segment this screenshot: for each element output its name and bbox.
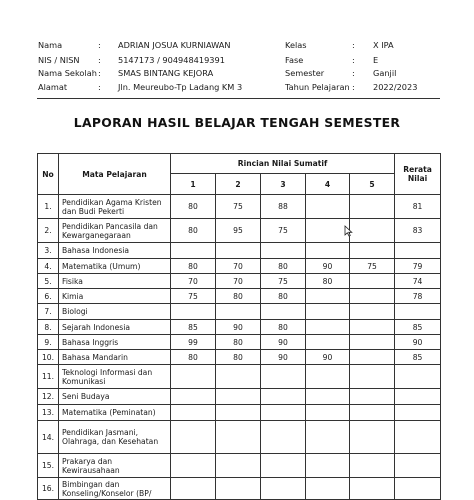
col-header-sumatif-2: 2 <box>216 174 261 195</box>
score-cell-5 <box>350 320 395 335</box>
row-number: 4. <box>38 259 59 274</box>
score-cell-2 <box>216 304 261 320</box>
score-cell-1: 80 <box>171 350 216 365</box>
row-number: 3. <box>38 243 59 259</box>
score-cell-4 <box>306 289 350 304</box>
row-number: 6. <box>38 289 59 304</box>
score-cell-3: 88 <box>261 195 306 219</box>
average-cell <box>395 304 441 320</box>
nama-colon: : <box>98 40 101 50</box>
subject-name: Pendidikan Pancasila dan Kewarganegaraan <box>59 219 171 243</box>
nis-value: 5147173 / 904948419391 <box>118 55 225 65</box>
score-cell-3: 80 <box>261 320 306 335</box>
row-number: 1. <box>38 195 59 219</box>
subject-name: Sejarah Indonesia <box>59 320 171 335</box>
col-header-subject: Mata Pelajaran <box>59 154 171 195</box>
row-number: 15. <box>38 454 59 478</box>
score-cell-1 <box>171 421 216 454</box>
score-cell-4 <box>306 421 350 454</box>
score-cell-1 <box>171 304 216 320</box>
score-cell-5 <box>350 350 395 365</box>
subject-name: Kimia <box>59 289 171 304</box>
col-header-sumatif-5: 5 <box>350 174 395 195</box>
subject-name: Bahasa Inggris <box>59 335 171 350</box>
score-cell-3 <box>261 243 306 259</box>
average-cell: 85 <box>395 350 441 365</box>
header-divider <box>37 98 440 99</box>
average-cell <box>395 421 441 454</box>
score-cell-2 <box>216 243 261 259</box>
score-cell-4 <box>306 335 350 350</box>
nama-value: ADRIAN JOSUA KURNIAWAN <box>118 40 231 50</box>
score-cell-1: 99 <box>171 335 216 350</box>
nis-colon: : <box>98 55 101 65</box>
row-number: 5. <box>38 274 59 289</box>
score-cell-3: 75 <box>261 219 306 243</box>
score-cell-5 <box>350 195 395 219</box>
table-row <box>38 421 441 454</box>
average-cell <box>395 405 441 421</box>
subject-name: Seni Budaya <box>59 389 171 405</box>
table-row <box>38 478 441 500</box>
alamat-value: Jln. Meureubo-Tp Ladang KM 3 <box>118 82 243 92</box>
table-row <box>38 274 441 289</box>
semester-value: Ganjil <box>373 68 397 78</box>
score-cell-4 <box>306 389 350 405</box>
nama-label: Nama <box>38 40 63 50</box>
score-cell-4 <box>306 478 350 500</box>
score-cell-3: 90 <box>261 350 306 365</box>
subject-name: Matematika (Umum) <box>59 259 171 274</box>
average-cell <box>395 478 441 500</box>
score-cell-2 <box>216 365 261 389</box>
row-number: 2. <box>38 219 59 243</box>
score-cell-1: 70 <box>171 274 216 289</box>
row-number: 14. <box>38 421 59 454</box>
col-header-sumatif-1: 1 <box>171 174 216 195</box>
col-header-rincian: Rincian Nilai Sumatif <box>171 154 395 174</box>
score-cell-5 <box>350 219 395 243</box>
subject-name: Bahasa Mandarin <box>59 350 171 365</box>
kelas-label: Kelas <box>285 40 307 50</box>
score-cell-1 <box>171 454 216 478</box>
score-cell-5 <box>350 478 395 500</box>
average-cell: 81 <box>395 195 441 219</box>
score-cell-2 <box>216 405 261 421</box>
fase-colon: : <box>352 55 355 65</box>
subject-name: Biologi <box>59 304 171 320</box>
score-cell-2: 70 <box>216 274 261 289</box>
score-cell-2: 75 <box>216 195 261 219</box>
table-row <box>38 365 441 389</box>
average-cell: 79 <box>395 259 441 274</box>
score-cell-3 <box>261 421 306 454</box>
score-cell-2: 70 <box>216 259 261 274</box>
score-cell-3: 90 <box>261 335 306 350</box>
table-row <box>38 304 441 320</box>
table-row <box>38 454 441 478</box>
row-number: 11. <box>38 365 59 389</box>
subject-name: Pendidikan Agama Kristen dan Budi Pekerti <box>59 195 171 219</box>
score-cell-1: 85 <box>171 320 216 335</box>
score-cell-4 <box>306 195 350 219</box>
score-cell-5 <box>350 405 395 421</box>
score-cell-4 <box>306 304 350 320</box>
row-number: 10. <box>38 350 59 365</box>
score-cell-3 <box>261 405 306 421</box>
subject-name: Teknologi Informasi dan Komunikasi <box>59 365 171 389</box>
semester-colon: : <box>352 68 355 78</box>
score-cell-2: 95 <box>216 219 261 243</box>
score-cell-2 <box>216 421 261 454</box>
tahun-colon: : <box>352 82 355 92</box>
score-cell-1 <box>171 365 216 389</box>
subject-name: Pendidikan Jasmani, Olahraga, dan Kesehatan <box>59 421 171 454</box>
score-cell-4 <box>306 219 350 243</box>
tahun-label: Tahun Pelajaran <box>285 82 350 92</box>
score-cell-4 <box>306 454 350 478</box>
kelas-colon: : <box>352 40 355 50</box>
average-cell: 74 <box>395 274 441 289</box>
score-cell-5 <box>350 289 395 304</box>
average-cell <box>395 389 441 405</box>
score-cell-3 <box>261 304 306 320</box>
row-number: 8. <box>38 320 59 335</box>
score-cell-1 <box>171 478 216 500</box>
subject-name: Bahasa Indonesia <box>59 243 171 259</box>
score-cell-3 <box>261 478 306 500</box>
sekolah-colon: : <box>98 68 101 78</box>
col-header-sumatif-4: 4 <box>306 174 350 195</box>
score-cell-3 <box>261 454 306 478</box>
score-cell-5 <box>350 365 395 389</box>
score-cell-3 <box>261 365 306 389</box>
score-cell-2 <box>216 389 261 405</box>
score-cell-1 <box>171 243 216 259</box>
grades-table <box>37 153 441 500</box>
tahun-value: 2022/2023 <box>373 82 418 92</box>
subject-name: Bimbingan dan Konseling/Konselor (BP/ <box>59 478 171 500</box>
kelas-value: X IPA <box>373 40 394 50</box>
score-cell-4 <box>306 320 350 335</box>
alamat-colon: : <box>98 82 101 92</box>
subject-name: Fisika <box>59 274 171 289</box>
table-row <box>38 389 441 405</box>
mouse-cursor-icon <box>344 225 353 237</box>
score-cell-5 <box>350 389 395 405</box>
score-cell-3 <box>261 389 306 405</box>
average-cell: 78 <box>395 289 441 304</box>
score-cell-5 <box>350 335 395 350</box>
score-cell-2 <box>216 454 261 478</box>
row-number: 9. <box>38 335 59 350</box>
sekolah-value: SMAS BINTANG KEJORA <box>118 68 214 78</box>
table-row <box>38 320 441 335</box>
average-cell: 83 <box>395 219 441 243</box>
score-cell-4: 90 <box>306 259 350 274</box>
average-cell: 90 <box>395 335 441 350</box>
sekolah-label: Nama Sekolah <box>38 68 97 78</box>
table-row <box>38 259 441 274</box>
report-title: LAPORAN HASIL BELAJAR TENGAH SEMESTER <box>73 115 401 130</box>
score-cell-2: 90 <box>216 320 261 335</box>
subject-name: Matematika (Peminatan) <box>59 405 171 421</box>
table-row <box>38 350 441 365</box>
score-cell-1 <box>171 405 216 421</box>
nis-label: NIS / NISN <box>38 55 80 65</box>
fase-label: Fase <box>285 55 304 65</box>
score-cell-1: 80 <box>171 259 216 274</box>
score-cell-5 <box>350 304 395 320</box>
score-cell-1: 75 <box>171 289 216 304</box>
fase-value: E <box>373 55 379 65</box>
score-cell-5 <box>350 454 395 478</box>
score-cell-4 <box>306 405 350 421</box>
subject-name: Prakarya dan Kewirausahaan <box>59 454 171 478</box>
row-number: 7. <box>38 304 59 320</box>
score-cell-2: 80 <box>216 289 261 304</box>
alamat-label: Alamat <box>38 82 68 92</box>
table-row <box>38 289 441 304</box>
col-header-sumatif-3: 3 <box>261 174 306 195</box>
score-cell-4: 90 <box>306 350 350 365</box>
score-cell-2 <box>216 478 261 500</box>
score-cell-2: 80 <box>216 350 261 365</box>
semester-label: Semester <box>285 68 325 78</box>
table-row <box>38 243 441 259</box>
row-number: 13. <box>38 405 59 421</box>
score-cell-1: 80 <box>171 195 216 219</box>
table-row <box>38 219 441 243</box>
score-cell-1 <box>171 389 216 405</box>
col-header-no: No <box>38 154 59 195</box>
score-cell-5 <box>350 243 395 259</box>
score-cell-5 <box>350 274 395 289</box>
score-cell-1: 80 <box>171 219 216 243</box>
table-row <box>38 405 441 421</box>
average-cell <box>395 365 441 389</box>
row-number: 12. <box>38 389 59 405</box>
score-cell-5 <box>350 421 395 454</box>
score-cell-2: 80 <box>216 335 261 350</box>
average-cell <box>395 454 441 478</box>
average-cell: 85 <box>395 320 441 335</box>
average-cell <box>395 243 441 259</box>
score-cell-3: 75 <box>261 274 306 289</box>
score-cell-4 <box>306 243 350 259</box>
col-header-average: Rerata Nilai <box>395 154 441 195</box>
score-cell-3: 80 <box>261 259 306 274</box>
score-cell-4 <box>306 365 350 389</box>
table-row <box>38 335 441 350</box>
score-cell-3: 80 <box>261 289 306 304</box>
score-cell-5: 75 <box>350 259 395 274</box>
row-number: 16. <box>38 478 59 500</box>
table-row <box>38 195 441 219</box>
score-cell-4: 80 <box>306 274 350 289</box>
